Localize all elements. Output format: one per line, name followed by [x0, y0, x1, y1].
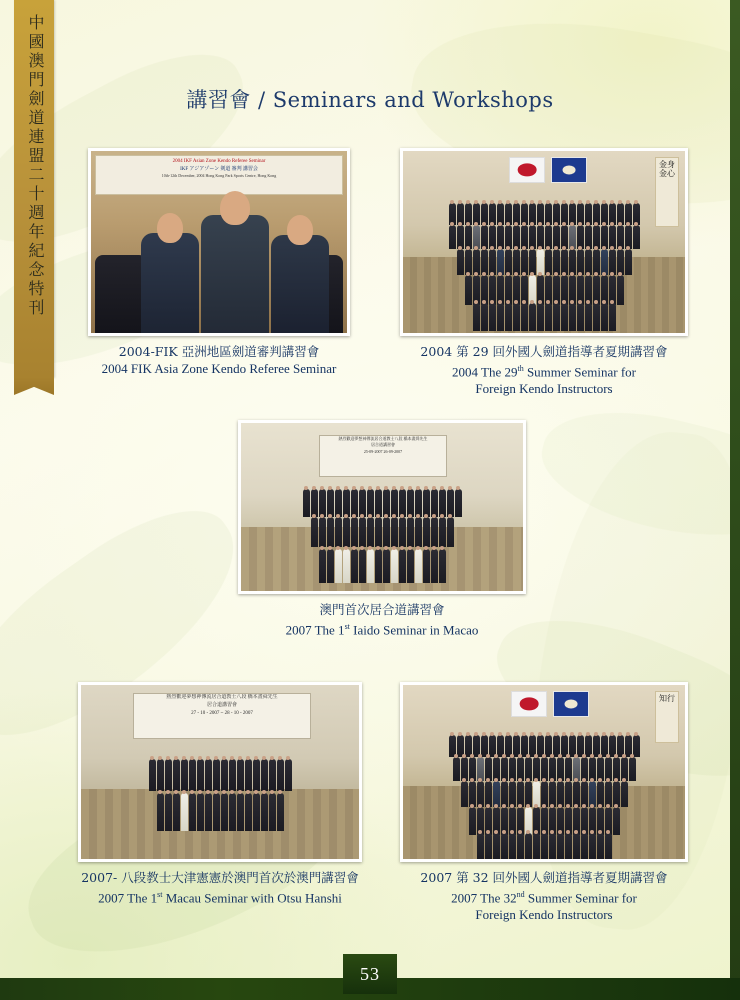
banner-line-3: 25-09-2007 26-09-2007 [363, 448, 403, 454]
photo-2007-32nd-summer [400, 682, 688, 862]
person-head [287, 215, 313, 245]
figure-2007-1st-macau-otsu-hanshi [78, 682, 362, 906]
caption-en-sup: th [517, 364, 524, 373]
banner-line-2: IKF アジアゾーン 剣道 審判 講習会 [180, 166, 258, 172]
calligraphy-scroll: 金身金心 [655, 157, 679, 227]
japan-flag-icon [511, 691, 547, 717]
caption-en [78, 886, 362, 906]
kendo-armor-left [95, 255, 147, 333]
caption-en-line3: Foreign Kendo Instructors [475, 907, 613, 923]
banner-line-1: 熱烈歡迎夢想神傳流居合道教士八段 橋本晝舜先生 [166, 695, 278, 700]
aikikai-flag-icon [551, 157, 587, 183]
page-title: 講習會 / Seminars and Workshops [186, 88, 554, 112]
figure-caption [78, 869, 362, 906]
caption-zh: 2007- 八段教士大津憲憲於澳門首次於澳門講習會 [81, 870, 359, 885]
calligraphy-scroll: 知行 [655, 691, 679, 743]
photo-banner [95, 155, 343, 195]
caption-en: 2004 FIK Asia Zone Kendo Referee Seminar [101, 361, 337, 376]
person-left [141, 233, 199, 333]
figure-2004-29th-summer [400, 148, 688, 397]
banner-line-1: 熱烈歡迎夢想神傳流居合道教士八段 橋本晝舜先生 [338, 436, 428, 441]
caption-en-part1: 2007 The 1 [285, 622, 345, 638]
japan-flag-icon [509, 157, 545, 183]
figure-caption [88, 343, 350, 377]
person-center [201, 215, 269, 333]
caption-en-part2: Summer Seminar for [523, 364, 636, 380]
caption-en-part1: 2007 The 1 [98, 890, 158, 906]
caption-zh: 2004 第 29 回外國人劍道指導者夏期講習會 [420, 344, 668, 359]
figure-2007-32nd-summer [400, 682, 688, 923]
photo-2004-29th-summer [400, 148, 688, 336]
figure-caption [400, 869, 688, 923]
caption-en-part2: Iaido Seminar in Macao [349, 622, 479, 638]
caption-en-part1: 2007 The 32 [451, 890, 517, 906]
photo-2007-1st-iaido-macao [238, 420, 526, 594]
side-banner-label: 中國澳門劍道連盟二十週年紀念特刊 [26, 14, 45, 318]
banner-line-2: 居合道講習會 [371, 442, 395, 448]
person-head [220, 191, 250, 225]
photo-banner [133, 693, 311, 739]
banner-line-1: 2004 IKF Asian Zone Kendo Referee Seminar [172, 159, 266, 164]
page-right-edge [730, 0, 740, 1000]
caption-en [400, 886, 688, 906]
caption-en-line3: Foreign Kendo Instructors [475, 381, 613, 397]
caption-zh: 2007 第 32 回外國人劍道指導者夏期講習會 [420, 870, 668, 885]
figure-2004-fik-asia-zone [88, 148, 350, 377]
caption-en-sup: st [157, 890, 163, 899]
photo-banner [319, 435, 447, 477]
page-number: 53 [343, 954, 397, 994]
banner-line-2: 居合道講習會 [206, 703, 237, 708]
side-banner [14, 0, 54, 378]
photo-2007-1st-macau-otsu-hanshi [78, 682, 362, 862]
figure-caption [238, 601, 526, 638]
caption-en [238, 618, 526, 638]
caption-en-sup: nd [516, 890, 525, 899]
person-head [157, 213, 183, 243]
caption-en-part2: Macau Seminar with Otsu Hanshi [162, 890, 342, 906]
caption-en [400, 360, 688, 380]
caption-en-part2: Summer Seminar for [524, 890, 637, 906]
aikikai-flag-icon [553, 691, 589, 717]
banner-line-3: 10th-12th December, 2004 Hong Kong Park Sports Centre, Hong Kong [161, 173, 277, 178]
figure-2007-1st-iaido-macao [238, 420, 526, 638]
photo-2004-fik-asia-zone [88, 148, 350, 336]
caption-zh: 澳門首次居合道講習會 [319, 602, 445, 617]
caption-zh: 2004-FIK 亞洲地區劍道審判講習會 [118, 344, 320, 359]
caption-en-sup: st [344, 622, 350, 631]
caption-en-part1: 2004 The 29 [451, 364, 518, 380]
person-right [271, 235, 329, 333]
figure-caption [400, 343, 688, 397]
banner-line-3: 27 - 10 - 2007 ~ 28 - 10 - 2007 [191, 711, 253, 716]
